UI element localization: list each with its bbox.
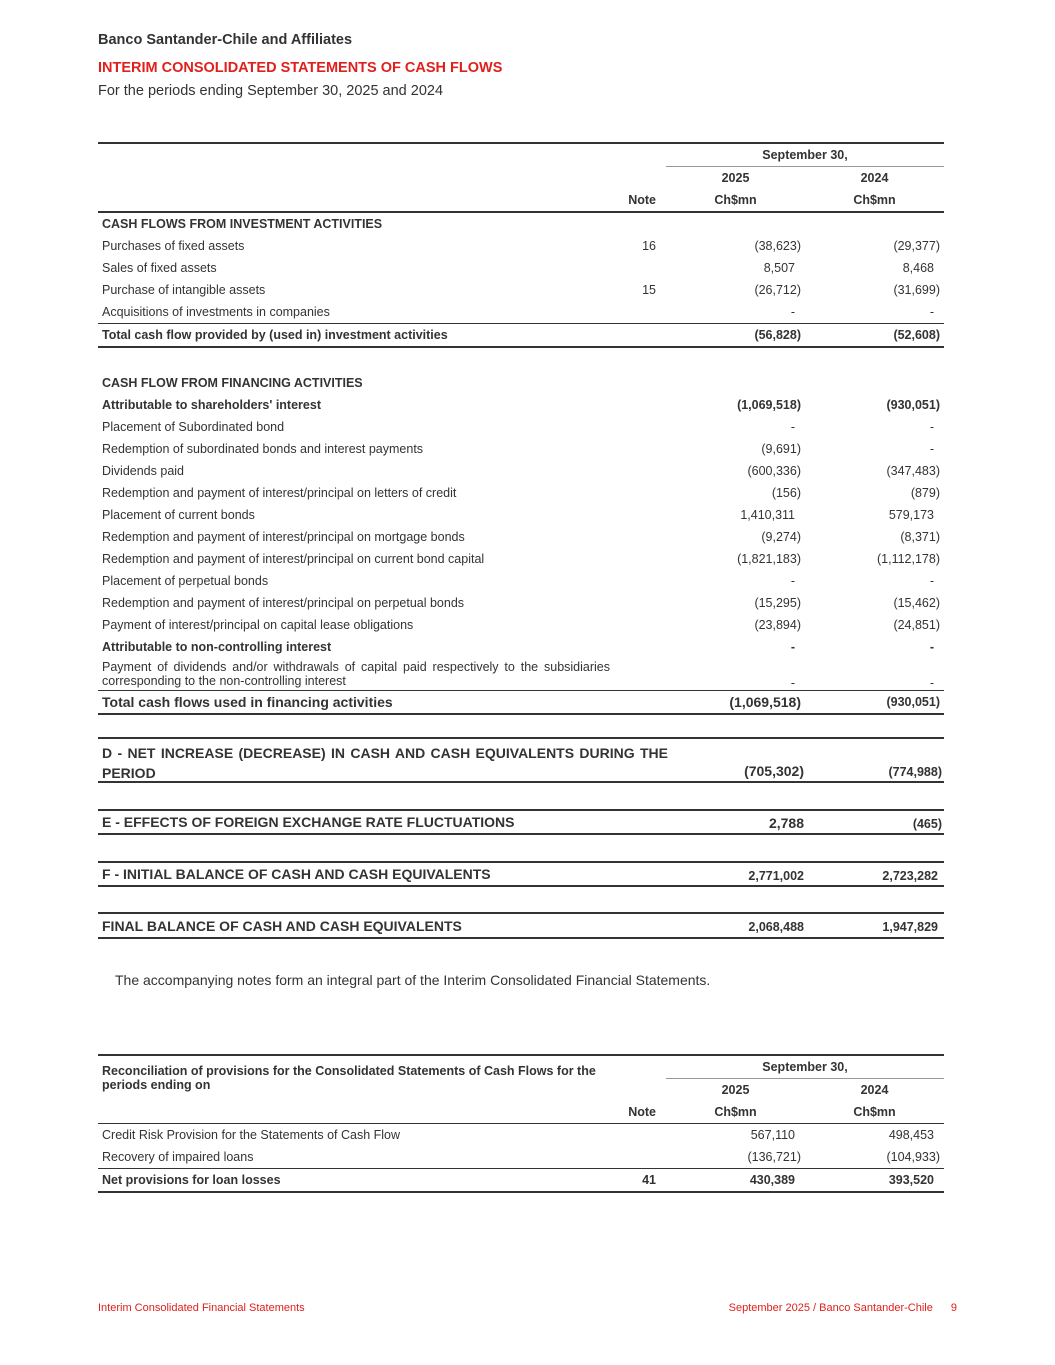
total-value-2025: (56,828) xyxy=(666,324,805,348)
row-value-2025: 1,410,311 xyxy=(740,508,795,522)
row-value-2024: - xyxy=(929,420,934,434)
row-label: Acquisitions of investments in companies xyxy=(102,305,330,319)
row-value-2025: - xyxy=(790,420,795,434)
fx-effects-label: E - EFFECTS OF FOREIGN EXCHANGE RATE FLUCTUATIONS xyxy=(102,814,515,830)
total-value-2024: (930,051) xyxy=(805,690,944,714)
table-row xyxy=(98,301,944,324)
row-value-2024: 579,173 xyxy=(888,508,934,522)
row-note xyxy=(618,301,666,324)
final-balance-label: FINAL BALANCE OF CASH AND CASH EQUIVALENTS xyxy=(102,918,462,934)
table-row xyxy=(98,526,944,548)
row-note xyxy=(618,1124,666,1147)
row-note xyxy=(618,1146,666,1169)
row-label: Payment of interest/principal on capital lease obligations xyxy=(102,618,414,632)
table-row xyxy=(98,1124,944,1147)
noncontrolling-label: Attributable to non-controlling interest xyxy=(102,640,332,654)
subsection-row xyxy=(98,636,944,658)
row-value-2025: (1,821,183) xyxy=(737,552,801,566)
row-label: Redemption and payment of interest/principal on mortgage bonds xyxy=(102,530,465,544)
unit-2024-header: Ch$mn xyxy=(805,189,944,212)
table-row xyxy=(98,570,944,592)
period-header: September 30, xyxy=(666,1055,944,1079)
period-header: September 30, xyxy=(666,143,944,167)
row-note xyxy=(618,257,666,279)
final-balance-block xyxy=(98,912,944,939)
fx-effects-value-2024: (465) xyxy=(912,817,942,831)
fx-effects-block xyxy=(98,809,944,835)
row-value-2025: - xyxy=(790,305,795,319)
row-value-2024: - xyxy=(929,574,934,588)
footer-document-title: Interim Consolidated Financial Statements xyxy=(98,1302,305,1314)
table-header-row xyxy=(98,1055,944,1079)
row-value-2025: (26,712) xyxy=(754,283,801,297)
net-increase-label: D - NET INCREASE (DECREASE) IN CASH AND CASH EQUIVALENTS DURING THE PERIOD xyxy=(102,745,668,781)
final-balance-value-2025: 2,068,488 xyxy=(748,920,804,934)
row-label: Placement of perpetual bonds xyxy=(102,574,269,588)
year-2024-header: 2024 xyxy=(860,171,889,185)
final-balance-value-2024: 1,947,829 xyxy=(882,920,938,934)
row-value-2025: (38,623) xyxy=(754,239,801,253)
row-label: Purchases of fixed assets xyxy=(102,239,245,253)
row-value-2024: - xyxy=(929,675,934,690)
table-row xyxy=(98,482,944,504)
row-label: Redemption and payment of interest/principal on current bond capital xyxy=(102,552,485,566)
row-value-2024: 8,468 xyxy=(902,261,934,275)
note-header: Note xyxy=(618,189,666,212)
total-label: Total cash flow provided by (used in) investment activities xyxy=(98,324,618,348)
row-label: Purchase of intangible assets xyxy=(102,283,266,297)
table-row xyxy=(98,460,944,482)
table-row xyxy=(98,416,944,438)
row-note: 16 xyxy=(642,239,656,253)
table-header-row xyxy=(98,143,944,167)
row-value-2025: (15,295) xyxy=(754,596,801,610)
row-label: Sales of fixed assets xyxy=(102,261,217,275)
row-value-2024: (347,483) xyxy=(886,464,940,478)
row-value-2025: - xyxy=(790,675,795,690)
row-label: Redemption and payment of interest/principal on perpetual bonds xyxy=(102,596,465,610)
total-value-2024: 393,520 xyxy=(805,1169,944,1193)
row-value-2024: (8,371) xyxy=(900,530,940,544)
statement-subtitle: For the periods ending September 30, 2025 and 2024 xyxy=(98,83,444,99)
table-row xyxy=(98,614,944,636)
row-value-2025: (9,274) xyxy=(761,530,801,544)
table-row xyxy=(98,592,944,614)
row-label: Redemption of subordinated bonds and interest payments xyxy=(102,442,424,456)
row-value-2024: (24,851) xyxy=(893,618,940,632)
shareholders-label: Attributable to shareholders' interest xyxy=(102,398,321,412)
total-value-2025: 430,389 xyxy=(666,1169,805,1193)
statement-title: INTERIM CONSOLIDATED STATEMENTS OF CASH FLOWS xyxy=(98,60,503,76)
total-value-2024: (52,608) xyxy=(805,324,944,348)
table-row xyxy=(98,658,944,690)
table-row xyxy=(98,1146,944,1169)
total-row xyxy=(98,1169,944,1193)
row-value-2025: - xyxy=(790,574,795,588)
row-value-2025: 567,110 xyxy=(750,1128,795,1142)
total-row xyxy=(98,690,944,714)
unit-2025-header: Ch$mn xyxy=(714,1105,757,1119)
row-label: Dividends paid xyxy=(102,464,184,478)
table-header-row xyxy=(98,167,944,190)
net-increase-value-2025: (705,302) xyxy=(744,763,804,779)
noncontrolling-value-2024: - xyxy=(929,640,934,654)
initial-balance-value-2024: 2,723,282 xyxy=(882,869,938,883)
year-2025-header: 2025 xyxy=(721,171,750,185)
total-value-2025: (1,069,518) xyxy=(666,690,805,714)
row-value-2025: (136,721) xyxy=(747,1150,801,1164)
row-value-2024: (29,377) xyxy=(893,239,940,253)
unit-2024-header: Ch$mn xyxy=(853,1105,896,1119)
row-label: Recovery of impaired loans xyxy=(102,1150,254,1164)
initial-balance-label: F - INITIAL BALANCE OF CASH AND CASH EQUIVALENTS xyxy=(102,866,491,882)
unit-2025-header: Ch$mn xyxy=(666,189,805,212)
table-row xyxy=(98,504,944,526)
initial-balance-value-2025: 2,771,002 xyxy=(748,869,804,883)
investment-heading: CASH FLOWS FROM INVESTMENT ACTIVITIES xyxy=(102,217,383,231)
row-value-2024: - xyxy=(929,442,934,456)
row-value-2025: (9,691) xyxy=(761,442,801,456)
accompanying-notes-text: The accompanying notes form an integral part of the Interim Consolidated Financial Statements. xyxy=(115,972,711,988)
total-note: 41 xyxy=(618,1169,666,1193)
financing-heading: CASH FLOW FROM FINANCING ACTIVITIES xyxy=(102,376,363,390)
footer-period-bank: September 2025 / Banco Santander-Chile xyxy=(728,1302,933,1314)
noncontrolling-value-2025: - xyxy=(790,640,795,654)
row-value-2024: 498,453 xyxy=(888,1128,934,1142)
table-header-row xyxy=(98,1101,944,1124)
row-value-2025: (23,894) xyxy=(754,618,801,632)
net-increase-block xyxy=(98,737,944,783)
table-row xyxy=(98,438,944,460)
row-value-2025: (156) xyxy=(771,486,801,500)
row-label: Payment of dividends and/or withdrawals of capital paid respectively to the subsidiaries corresponding to the non-controlling interest xyxy=(102,659,610,688)
row-value-2025: 8,507 xyxy=(763,261,795,275)
subsection-row xyxy=(98,394,944,416)
row-value-2024: (15,462) xyxy=(893,596,940,610)
row-label: Placement of Subordinated bond xyxy=(102,420,285,434)
note-header: Note xyxy=(628,1105,656,1119)
row-value-2024: (879) xyxy=(910,486,940,500)
row-label: Redemption and payment of interest/principal on letters of credit xyxy=(102,486,457,500)
row-label: Credit Risk Provision for the Statements of Cash Flow xyxy=(102,1128,401,1142)
year-2025-header: 2025 xyxy=(721,1083,750,1097)
row-value-2024: (31,699) xyxy=(893,283,940,297)
page-number: 9 xyxy=(950,1302,957,1314)
cash-flow-table xyxy=(98,142,944,715)
company-name: Banco Santander-Chile and Affiliates xyxy=(98,32,353,48)
row-value-2024: - xyxy=(929,305,934,319)
section-heading xyxy=(98,372,944,394)
table-row xyxy=(98,279,944,301)
shareholders-value-2024: (930,051) xyxy=(886,398,940,412)
row-value-2024: (1,112,178) xyxy=(876,552,940,566)
total-label: Total cash flows used in financing activities xyxy=(98,690,618,714)
total-label: Net provisions for loan losses xyxy=(98,1169,618,1193)
shareholders-value-2025: (1,069,518) xyxy=(737,398,801,412)
total-row xyxy=(98,324,944,348)
row-note: 15 xyxy=(642,283,656,297)
section-heading xyxy=(98,212,944,235)
fx-effects-value-2025: 2,788 xyxy=(768,815,804,831)
row-value-2025: (600,336) xyxy=(747,464,801,478)
table-row xyxy=(98,548,944,570)
reconciliation-title: Reconciliation of provisions for the Consolidated Statements of Cash Flows for the periods ending on xyxy=(98,1055,618,1101)
reconciliation-table xyxy=(98,1054,944,1193)
row-label: Placement of current bonds xyxy=(102,508,255,522)
row-value-2024: (104,933) xyxy=(886,1150,940,1164)
initial-balance-block xyxy=(98,861,944,887)
table-row xyxy=(98,235,944,257)
year-2024-header: 2024 xyxy=(860,1083,889,1097)
table-row xyxy=(98,257,944,279)
net-increase-value-2024: (774,988) xyxy=(888,765,942,779)
footer-right xyxy=(729,1302,957,1314)
table-header-row xyxy=(98,189,944,212)
